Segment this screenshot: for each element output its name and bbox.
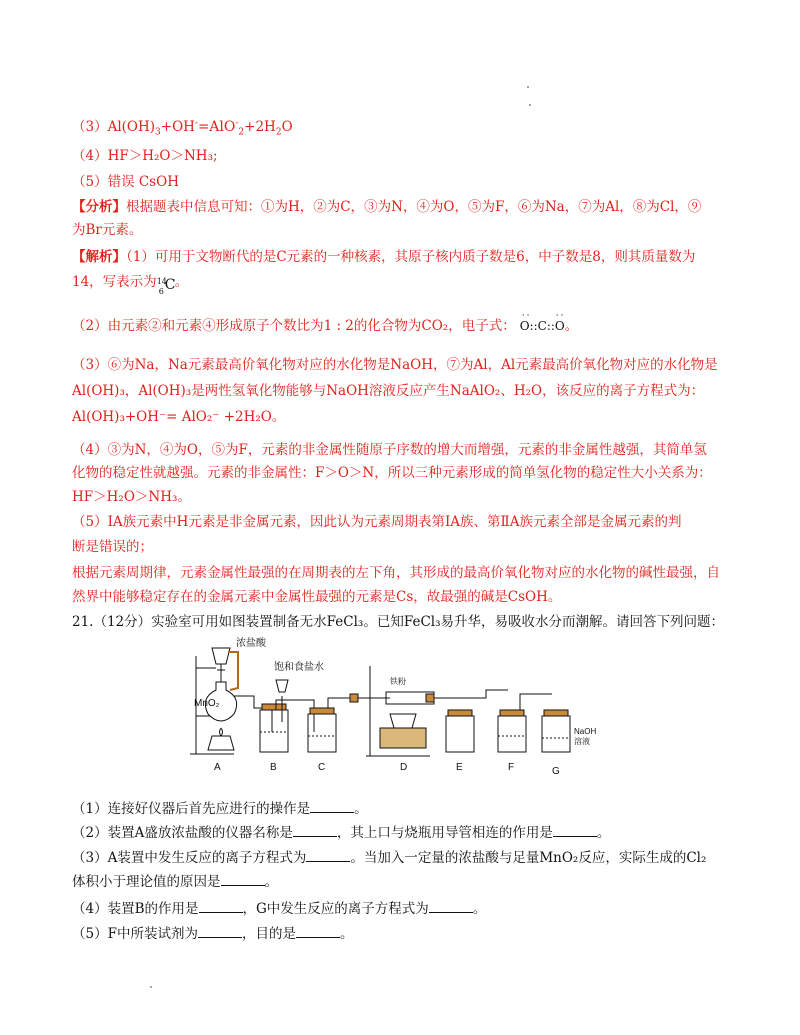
analysis-line-2: 为Br元素。 [72, 222, 143, 238]
solution-p3-line-2: Al(OH)₃，Al(OH)₃是两性氢氧化物能够与NaOH溶液反应产生NaAlO₂、H₂O，该反应的离子方程式为： [72, 383, 705, 399]
label-brine: 饱和食盐水 [274, 662, 324, 673]
co2-electron-formula: ·· ·· O::C::O [520, 316, 565, 336]
answer-blank[interactable] [429, 900, 473, 913]
apparatus-diagram [190, 636, 610, 778]
label-naoh: NaOH [574, 727, 597, 736]
solution-p1-line-2: 14，写表示为 14 6 C 。 [72, 274, 189, 296]
label-mno2: MnO₂ [194, 698, 220, 709]
label-iron: 铁粉 [390, 677, 406, 686]
funnel-b [276, 680, 288, 692]
solution-p5-line-4: 然界中能够稳定存在的金属元素中金属性最强的元素是Cs，故最强的碱是CsOH。 [72, 589, 562, 605]
question-21-3-line-2: 体积小于理论值的原因是 。 [72, 874, 278, 890]
connecting-tube [234, 696, 272, 732]
answer-blank[interactable] [310, 800, 354, 813]
analysis-line-1: 【分析】根据题表中信息可知：①为H，②为C，③为N，④为O，⑤为F，⑥为Na，⑦为Al，⑧为Cl，⑨ [72, 199, 702, 215]
stopper [310, 708, 334, 714]
bottle-c [308, 714, 336, 752]
solution-p5-line-1: （5）ⅠA族元素中H元素是非金属元素，因此认为元素周期表第ⅠA族、第ⅡA族元素全部是金属元素的判 [72, 514, 682, 530]
solution-p5-line-3: 根据元素周期律，元素金属性最强的在周期表的左下角，其形成的最高价氧化物对应的水化物的碱性最强，自 [72, 565, 720, 581]
flame [220, 728, 223, 736]
answer-5: （5）错误 CsOH [72, 174, 179, 190]
answer-blank[interactable] [296, 925, 340, 938]
hose-joint [350, 694, 358, 702]
answer-blank[interactable] [293, 824, 337, 837]
label-f: F [508, 762, 515, 773]
stray-dot [529, 104, 531, 106]
solution-p4-line-3: HF＞H₂O＞NH₃。 [72, 489, 191, 505]
solution-p5-line-2: 断是错误的； [72, 539, 153, 555]
answer-3: $(3)Al(OH)_3+OH^-=AlO^-_2+2H_2O$ [72, 118, 293, 138]
stray-dot [150, 986, 152, 988]
label-e: E [456, 762, 463, 773]
answer-blank[interactable] [553, 824, 597, 837]
connecting-tube [328, 698, 390, 708]
question-21-5: （5）F中所装试剂为 ，目的是 。 [72, 926, 354, 942]
answer-blank[interactable] [306, 849, 350, 862]
lone-pair-dots: ·· [521, 311, 532, 321]
pressure-tube [228, 652, 238, 690]
solution-p1-line-1: 【解析】（1）可用于文物断代的是C元素的一种核素，其原子核内质子数是6，中子数是8，则其质量数为 [72, 249, 696, 265]
answer-blank[interactable] [198, 925, 242, 938]
lab-jack [380, 728, 426, 748]
bottle-e [446, 716, 474, 752]
analysis-tag: 【分析】 [72, 199, 126, 215]
question-21-3: （3）A装置中发生反应的离子方程式为 。当加入一定量的浓盐酸与足量MnO₂反应，实际生成的Cl₂ [72, 850, 707, 866]
question-21-stem: 21.（12分）实验室可用如图装置制备无水FeCl₃。已知FeCl₃易升华，易吸收水分而潮解。请回答下列问题： [72, 614, 724, 630]
question-21-1: （1）连接好仪器后首先应进行的操作是 。 [72, 801, 368, 817]
bottle-f [498, 716, 526, 752]
bottle-g [542, 716, 570, 752]
question-21-2: （2）装置A盛放浓盐酸的仪器名称是 ，其上口与烧瓶用导管相连的作用是 。 [72, 825, 611, 841]
solution-p4-line-2: 化物的稳定性就越强。元素的非金属性：F＞O＞N，所以三种元素形成的简单氢化物的稳定性大小关系为： [72, 465, 712, 481]
lone-pair-dots: ·· [555, 311, 566, 321]
nuclide-notation: 14 6 C [156, 276, 176, 296]
stopper [500, 710, 524, 716]
label-g: G [552, 766, 560, 777]
connecting-tube [472, 690, 508, 698]
label-c: C [318, 762, 326, 773]
answer-blank[interactable] [199, 900, 243, 913]
label-a: A [214, 762, 221, 773]
solution-p4-line-1: （4）③为N，④为O，⑤为F，元素的非金属性随原子序数的增大而增强，元素的非金属性越强，其简单氢 [72, 442, 707, 458]
answer-4: （4）HF＞H₂O＞NH₃; [72, 148, 218, 164]
stray-dot [527, 86, 529, 88]
label-conc-hcl: 浓盐酸 [236, 638, 266, 649]
stopper [448, 710, 472, 716]
connecting-tube [520, 694, 552, 710]
solution-p3-line-1: （3）⑥为Na，Na元素最高价氧化物对应的水化物是NaOH，⑦为Al，Al元素最高价氧化物对应的水化物是 [72, 357, 718, 373]
stopper [544, 710, 568, 716]
solution-p2: （2）由元素②和元素④形成原子个数比为1 : 2的化合物为CO₂，电子式： ·· ·· O::C::O。 [72, 316, 732, 336]
solution-p3-line-3: Al(OH)₃+OH⁻= AlO₂⁻ +2H₂O。 [72, 409, 286, 425]
answer-blank[interactable] [221, 873, 265, 886]
separatory-funnel [212, 648, 230, 664]
label-solution: 溶液 [574, 737, 590, 746]
apparatus-svg [190, 636, 610, 778]
question-21-4: （4）装置B的作用是 ，G中发生反应的离子方程式为 。 [72, 901, 487, 917]
solution-tag: 【解析】 [72, 249, 126, 265]
bottle-b [260, 710, 288, 752]
alcohol-lamp [208, 736, 234, 750]
label-b: B [270, 762, 277, 773]
burner-d [390, 714, 416, 728]
hose-joint [426, 694, 434, 702]
label-d: D [400, 762, 408, 773]
